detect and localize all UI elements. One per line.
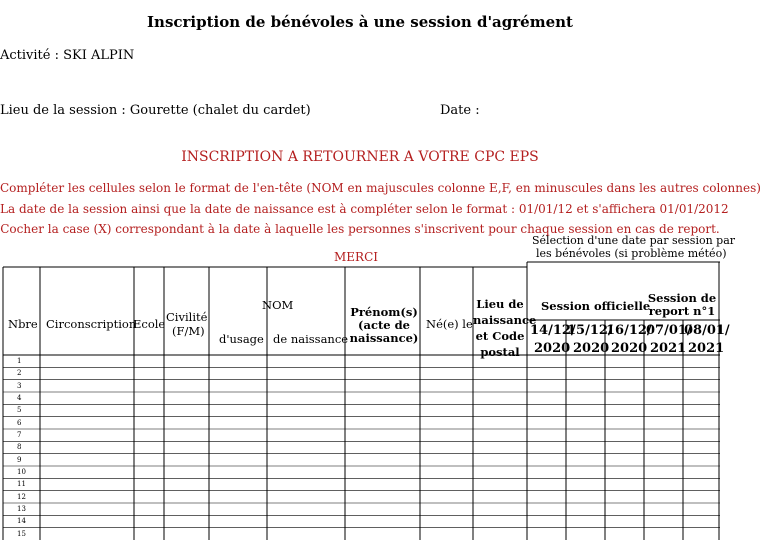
header-nom-usage: d'usage bbox=[219, 332, 264, 346]
header-nom: NOM bbox=[262, 298, 294, 312]
date-col-2-bottom: 2020 bbox=[573, 341, 610, 356]
header-nom-naissance: de naissance bbox=[273, 332, 349, 346]
header-session-officielle: Session officielle bbox=[541, 299, 651, 313]
row-number: 15 bbox=[17, 529, 26, 538]
date-col-3-top: 16/12/ bbox=[606, 323, 652, 338]
date-col-4-bottom: 2021 bbox=[650, 341, 687, 356]
instruction-2: La date de la session ainsi que la date de naissance est à compléter selon le format : 01/01/12 et s'affichera 01/01/2012 bbox=[0, 202, 729, 216]
row-number: 7 bbox=[17, 431, 22, 439]
date-label: Date : bbox=[440, 103, 480, 118]
header-lieu-naissance: Lieu de naissance et Code postal bbox=[473, 297, 537, 359]
date-col-2-top: 15/12/ bbox=[567, 323, 613, 338]
row-number: 1 bbox=[17, 357, 22, 365]
date-col-1-top: 14/12/ bbox=[530, 323, 576, 338]
row-number: 6 bbox=[17, 418, 22, 427]
page-title: Inscription de bénévoles à une session d'agrément bbox=[147, 13, 573, 31]
merci-label: MERCI bbox=[334, 250, 379, 264]
location-line: Lieu de la session : Gourette (chalet du cardet) bbox=[0, 103, 311, 118]
instruction-3: Cocher la case (X) correspondant à la date à laquelle les personnes s'inscrivent pour chaque session en cas de report. bbox=[0, 222, 720, 236]
instruction-1: Compléter les cellules selon le format de l'en-tête (NOM en majuscules colonne E,F, en minuscules dans les autres colonnes) bbox=[0, 181, 761, 195]
header-circonscription: Circonscription bbox=[46, 317, 137, 331]
header-ecole: Ecole bbox=[133, 317, 166, 331]
date-col-4-top: 07/01/ bbox=[646, 323, 692, 338]
row-number: 9 bbox=[17, 455, 22, 464]
header-session-report: Session de report n°1 bbox=[647, 291, 717, 318]
selection-line-1: Sélection d'une date par session par bbox=[532, 234, 736, 247]
row-number: 3 bbox=[17, 381, 22, 390]
row-number: 13 bbox=[17, 505, 26, 513]
header-civilite: Civilité bbox=[166, 310, 208, 324]
header-prenom: Prénom(s) (acte de naissance) bbox=[349, 305, 419, 345]
row-number: 14 bbox=[17, 517, 26, 526]
row-number: 10 bbox=[17, 468, 26, 476]
row-number: 11 bbox=[17, 480, 26, 489]
row-number: 5 bbox=[17, 406, 22, 415]
row-number: 12 bbox=[17, 492, 26, 501]
activity-line: Activité : SKI ALPIN bbox=[0, 48, 135, 63]
header-nbre: Nbre bbox=[8, 317, 38, 331]
row-number: 4 bbox=[17, 394, 22, 402]
date-col-3-bottom: 2020 bbox=[611, 341, 648, 356]
date-col-5-top: 08/01/ bbox=[684, 323, 730, 338]
selection-line-2: les bénévoles (si problème météo) bbox=[536, 247, 727, 260]
date-col-1-bottom: 2020 bbox=[534, 341, 571, 356]
header-ne-le: Né(e) le bbox=[426, 317, 473, 331]
return-notice: INSCRIPTION A RETOURNER A VOTRE CPC EPS bbox=[181, 149, 539, 165]
row-number: 2 bbox=[17, 369, 22, 378]
row-number: 8 bbox=[17, 443, 22, 452]
header-civilite-sub: (F/M) bbox=[172, 324, 205, 338]
date-col-5-bottom: 2021 bbox=[688, 341, 725, 356]
